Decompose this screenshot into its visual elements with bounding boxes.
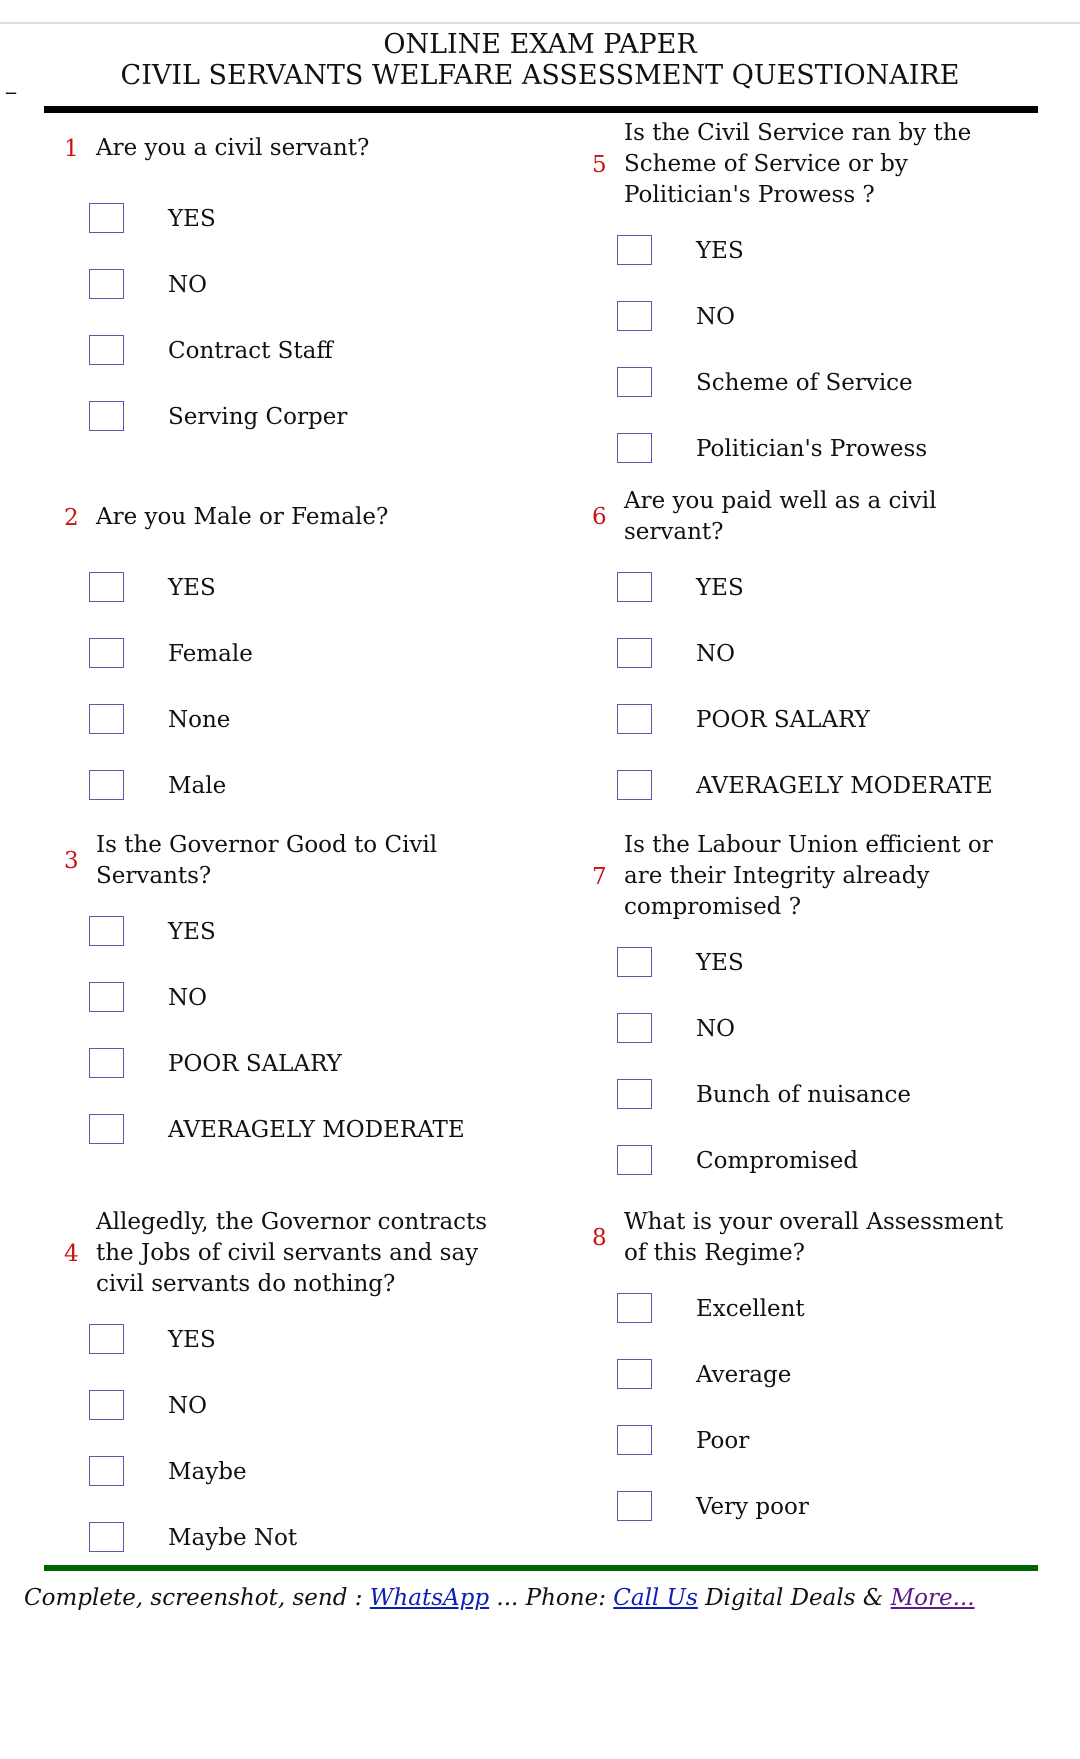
header-divider: [44, 106, 1038, 113]
option: [89, 770, 509, 802]
option: [617, 1079, 1037, 1111]
option-label: NO: [696, 641, 735, 667]
option-label: Male: [168, 773, 227, 799]
option-label: Contract Staff: [168, 338, 333, 364]
option: [89, 638, 509, 670]
footer-divider: [44, 1565, 1038, 1571]
option-label: YES: [168, 206, 216, 232]
option: [617, 1293, 1037, 1325]
option-label: AVERAGELY MODERATE: [696, 773, 993, 799]
checkbox[interactable]: [617, 1359, 652, 1389]
option-label: Compromised: [696, 1148, 859, 1174]
footer-prefix: Complete, screenshot, send :: [24, 1585, 370, 1611]
more-link[interactable]: More...: [890, 1585, 975, 1611]
option: [89, 1324, 509, 1356]
question-header: [64, 133, 494, 164]
checkbox[interactable]: [89, 335, 124, 365]
option: [617, 301, 1037, 333]
option-label: YES: [168, 575, 216, 601]
question-number: 3: [64, 848, 79, 874]
option-label: Scheme of Service: [696, 370, 913, 396]
option: [89, 203, 509, 235]
question-number: 5: [592, 151, 607, 178]
option: [617, 1013, 1037, 1045]
option: [89, 401, 509, 433]
question-text: Allegedly, the Governor contracts the Jobs of civil servants and say civil servants do nothing?: [96, 1209, 488, 1297]
option: [617, 433, 1037, 465]
checkbox[interactable]: [617, 638, 652, 668]
checkbox[interactable]: [89, 401, 124, 431]
checkbox[interactable]: [617, 433, 652, 463]
checkbox[interactable]: [89, 1048, 124, 1078]
question-number: 2: [64, 504, 79, 531]
checkbox[interactable]: [617, 1079, 652, 1109]
checkbox[interactable]: [617, 301, 652, 331]
question-text: Are you a civil servant?: [96, 135, 370, 161]
checkbox[interactable]: [89, 1324, 124, 1354]
option-label: Politician's Prowess: [696, 436, 928, 462]
checkbox[interactable]: [89, 704, 124, 734]
option: [89, 1456, 509, 1488]
question-header: [64, 830, 494, 892]
checkbox[interactable]: [89, 1114, 124, 1144]
option-label: Maybe: [168, 1459, 247, 1485]
option: [89, 335, 509, 367]
checkbox[interactable]: [617, 770, 652, 800]
checkbox[interactable]: [617, 704, 652, 734]
footer-phone-label: ... Phone:: [489, 1585, 614, 1611]
checkbox[interactable]: [89, 770, 124, 800]
option-label: Very poor: [696, 1494, 809, 1520]
checkbox[interactable]: [89, 203, 124, 233]
page-subtitle: CIVIL SERVANTS WELFARE ASSESSMENT QUESTIONAIRE: [120, 60, 960, 91]
question-number: 7: [592, 863, 607, 890]
question-number: 1: [64, 135, 79, 162]
option: [89, 982, 509, 1014]
question-text: Are you Male or Female?: [96, 504, 389, 530]
question-header: [592, 830, 1022, 923]
option: [617, 367, 1037, 399]
call-us-link[interactable]: Call Us: [613, 1585, 698, 1611]
option-label: Serving Corper: [168, 404, 348, 430]
whatsapp-link[interactable]: WhatsApp: [369, 1585, 490, 1611]
checkbox[interactable]: [617, 947, 652, 977]
question-header: [592, 118, 1022, 211]
question-text: Is the Labour Union efficient or are their Integrity already compromised ?: [624, 832, 993, 920]
question-number: 6: [592, 504, 607, 530]
option-label: YES: [696, 950, 744, 976]
option: [617, 1145, 1037, 1177]
checkbox[interactable]: [617, 1013, 652, 1043]
option-label: Female: [168, 641, 253, 667]
question-number: 8: [592, 1225, 607, 1251]
checkbox[interactable]: [89, 916, 124, 946]
option: [89, 704, 509, 736]
checkbox[interactable]: [617, 1425, 652, 1455]
question-text: Is the Governor Good to Civil Servants?: [96, 832, 438, 889]
checkbox[interactable]: [617, 1491, 652, 1521]
option-label: AVERAGELY MODERATE: [168, 1117, 465, 1143]
stray-mark: _: [6, 70, 16, 94]
question-text: Are you paid well as a civil servant?: [624, 488, 937, 545]
option: [617, 770, 1037, 802]
option-label: YES: [696, 238, 744, 264]
checkbox[interactable]: [617, 367, 652, 397]
checkbox[interactable]: [89, 982, 124, 1012]
option-label: Maybe Not: [168, 1525, 298, 1551]
option-label: Poor: [696, 1428, 750, 1454]
option-label: Bunch of nuisance: [696, 1082, 912, 1108]
option-label: NO: [168, 1393, 207, 1419]
option-label: YES: [168, 919, 216, 945]
footer-suffix: Digital Deals &: [697, 1585, 891, 1611]
option-label: POOR SALARY: [696, 707, 870, 733]
option: [617, 704, 1037, 736]
option: [617, 1491, 1037, 1523]
option: [617, 235, 1037, 267]
option-label: None: [168, 707, 231, 733]
checkbox[interactable]: [617, 235, 652, 265]
question-header: [64, 502, 494, 533]
checkbox[interactable]: [617, 572, 652, 602]
option: [617, 947, 1037, 979]
checkbox[interactable]: [89, 638, 124, 668]
option-label: YES: [696, 575, 744, 601]
option: [89, 1390, 509, 1422]
checkbox[interactable]: [89, 1456, 124, 1486]
checkbox[interactable]: [89, 1522, 124, 1552]
checkbox[interactable]: [617, 1293, 652, 1323]
question-text: Is the Civil Service ran by the Scheme of Service or by Politician's Prowess ?: [624, 120, 972, 208]
option: [617, 572, 1037, 604]
option: [89, 269, 509, 301]
option-label: NO: [696, 1016, 735, 1042]
question-number: 4: [64, 1240, 79, 1267]
checkbox[interactable]: [617, 1145, 652, 1175]
top-divider: [0, 22, 1080, 24]
option-label: Average: [696, 1362, 792, 1388]
option-label: NO: [168, 272, 207, 298]
question-text: What is your overall Assessment of this Regime?: [624, 1209, 1004, 1266]
option-label: NO: [696, 304, 735, 330]
checkbox[interactable]: [89, 572, 124, 602]
option-label: POOR SALARY: [168, 1051, 342, 1077]
question-header: [592, 486, 1022, 548]
checkbox[interactable]: [89, 1390, 124, 1420]
checkbox[interactable]: [89, 269, 124, 299]
option: [89, 1522, 509, 1554]
option-label: Excellent: [696, 1296, 805, 1322]
option: [617, 1425, 1037, 1457]
option-label: NO: [168, 985, 207, 1011]
question-header: [64, 1207, 494, 1300]
page-title: ONLINE EXAM PAPER: [383, 29, 697, 60]
option: [89, 1114, 509, 1146]
option: [89, 916, 509, 948]
option: [617, 1359, 1037, 1391]
option: [89, 572, 509, 604]
question-header: [592, 1207, 1022, 1269]
option: [617, 638, 1037, 670]
footer: [24, 1585, 1064, 1611]
option: [89, 1048, 509, 1080]
option-label: YES: [168, 1327, 216, 1353]
